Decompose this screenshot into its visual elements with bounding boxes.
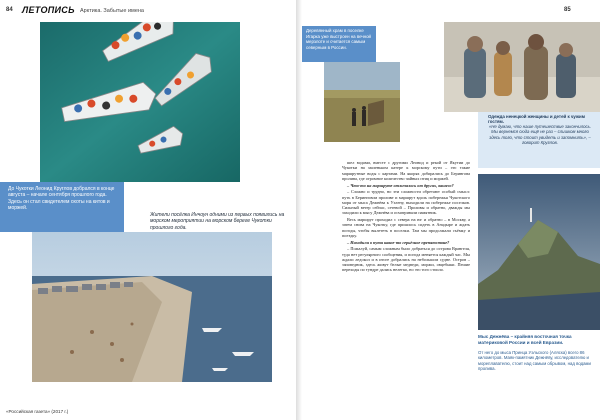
quote-text: «Не думаю, что наше путешествие закончилось. Мы вернемся сюда ещё не раз – слишком много здесь того, что стоит увидеть и запомнить», – говорит Круглов. [488,124,592,146]
cape-dezhnev-photo [478,174,600,330]
boats-aerial-photo [40,22,240,182]
village-caption: Жители посёлка Инчоун одними из первых появились на морском мероприятии на морском береге Чукотки прошлого года. [150,212,285,231]
article-body [342,160,470,415]
island-caption-body: От него до мыса Принца Уэльского (Аляска) всего 86 километров. Маяк-памятник Дежнёву, исследователю и мореплавателю, стоит над самым обрывом, над водами пролива. [478,350,591,372]
article-para-3: Весь маршрут проходил с севера на юг и обратно – в Москву, а затем снова на Чукотку, где пришлось сидеть в Анадыре и ждать погоды, чтобы вылететь в поселки. Там мы продолжали съёмку и поездку. [342,217,470,238]
people-caption: Одежда ненецкой женщины и детей к чужим гостям. [488,114,585,124]
article-question-2: – Находили в пути какое-то серьёзное препятствие? [347,239,450,245]
tundra-people-photo [324,62,400,142]
article-para-1: шел водами, вместе с другими Леонид и рекой от Якутии до Чукотки на маленьком катере к морскому пути – это такие маршрутные воды с картами. На якорях добирались до Берингова пролива, где огромное количество чайных птиц и моржей. [342,160,470,181]
article-para-4: – Пожалуй, самым сложным было добраться до острова Врангеля, туда нет регулярного сообщения, и погода меняется каждый час. Мы ждали ледокол и в итоге добрались на небольшом судне. Остров – заповедник, здесь живут белые медведи, моржи, овцебыки. Пешие переходы по тундре дались нелегко, но это того стоило. [342,246,470,273]
island-caption-title: Мыс Дежнёва – крайняя восточная точка материковой России и всей Евразии. [478,334,572,345]
section-title: Арктика. Забытые имена [80,8,144,14]
article-para-2: – Сложно и трудно, но эти сложности обретают особый смысл: путь в Беринговом проливе и маршрут вдоль побережья Чукотского моря от мыса Дежнёва к Уэлену, выходили на побережье поселков. Сильный ветер сейчас, сетевой – Проливы и обратно, дважды мы заходили к мысу Дежнёва и осматривали памятник. [342,189,470,216]
footer-source: «Российская газета» (2017 г.) [6,409,69,414]
left-page [0,0,296,420]
church-caption: Деревянный храм в поселке Игарка уже выстроен на вечной мерзлоте и считается самым северным в России. [306,28,372,50]
magazine-brand: ЛЕТОПИСЬ [22,5,75,15]
village-coast-photo [32,232,272,382]
nenets-family-photo [444,22,600,112]
boats-caption: До Чукотки Леонид Круглов добрался в конце августа – начале сентября прошлого года. Здесь он стал свидетелем охоты на китов и моржей. [8,186,115,211]
page-number-left: 84 [6,7,13,13]
right-page [302,0,600,420]
article-question-1: – Что-то на маршруте отличалось от других, вашего? [347,182,454,188]
page-number-right: 85 [564,7,571,13]
